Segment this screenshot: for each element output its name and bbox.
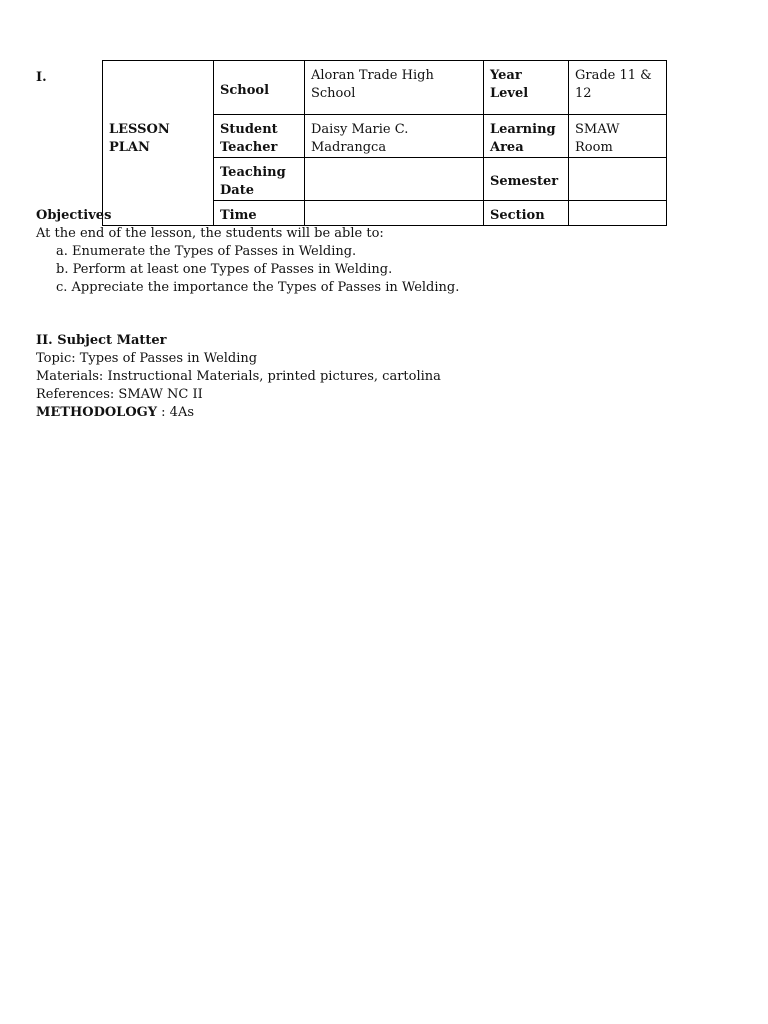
subject-matter-heading: II. Subject Matter (36, 333, 167, 348)
semester-value (569, 158, 667, 201)
lesson-content (36, 207, 736, 422)
objectives-intro: At the end of the lesson, the students will be able to: (36, 226, 384, 241)
subject-matter-materials: Materials: Instructional Materials, printed pictures, cartolina (36, 369, 441, 384)
school-value-line2: School (311, 86, 356, 101)
year-level-value (569, 61, 667, 115)
objective-item: c. Appreciate the importance the Types of Passes in Welding. (56, 280, 460, 295)
time-label: Time (214, 201, 305, 226)
learning-area-value (569, 115, 667, 158)
objective-item: a. Enumerate the Types of Passes in Welding. (56, 244, 357, 259)
student-teacher-label (214, 115, 305, 158)
school-label: School (214, 61, 305, 115)
methodology-label: METHODOLOGY (36, 405, 158, 420)
subject-matter-references: References: SMAW NC II (36, 387, 203, 402)
learning-area-label (484, 115, 569, 158)
student-teacher-value-line1: Daisy Marie C. (311, 122, 409, 137)
methodology-value: : 4As (157, 405, 195, 420)
lesson-plan-table (102, 60, 667, 226)
school-value-line1: Aloran Trade High (311, 68, 434, 83)
year-level-value-line1: Grade 11 & (575, 68, 652, 83)
teaching-date-label (214, 158, 305, 201)
teaching-date-value (305, 158, 484, 201)
methodology-line (36, 404, 736, 422)
subject-matter-topic: Topic: Types of Passes in Welding (36, 351, 258, 366)
student-teacher-value-line2: Madrangca (311, 140, 387, 155)
year-level-label-line1: Year (490, 68, 522, 83)
objective-item: b. Perform at least one Types of Passes in Welding. (56, 262, 393, 277)
student-teacher-value (305, 115, 484, 158)
school-value (305, 61, 484, 115)
learning-area-value-line1: SMAW (575, 122, 620, 137)
lesson-plan-title-line2: PLAN (109, 140, 150, 155)
semester-label: Semester (484, 158, 569, 201)
year-level-label (484, 61, 569, 115)
learning-area-label-line2: Area (490, 140, 524, 155)
student-teacher-label-line1: Student (220, 122, 278, 137)
section-one-numeral: I. (36, 70, 47, 85)
teaching-date-label-line2: Date (220, 183, 254, 198)
year-level-value-line2: 12 (575, 86, 592, 101)
section-label: Section (484, 201, 569, 226)
year-level-label-line2: Level (490, 86, 529, 101)
learning-area-value-line2: Room (575, 140, 613, 155)
lesson-plan-title-cell (103, 61, 214, 226)
spacer (36, 297, 736, 332)
teaching-date-label-line1: Teaching (220, 165, 286, 180)
learning-area-label-line1: Learning (490, 122, 556, 137)
student-teacher-label-line2: Teacher (220, 140, 278, 155)
objectives-heading: Objectives (36, 208, 112, 223)
lesson-plan-title-line1: LESSON (109, 122, 170, 137)
